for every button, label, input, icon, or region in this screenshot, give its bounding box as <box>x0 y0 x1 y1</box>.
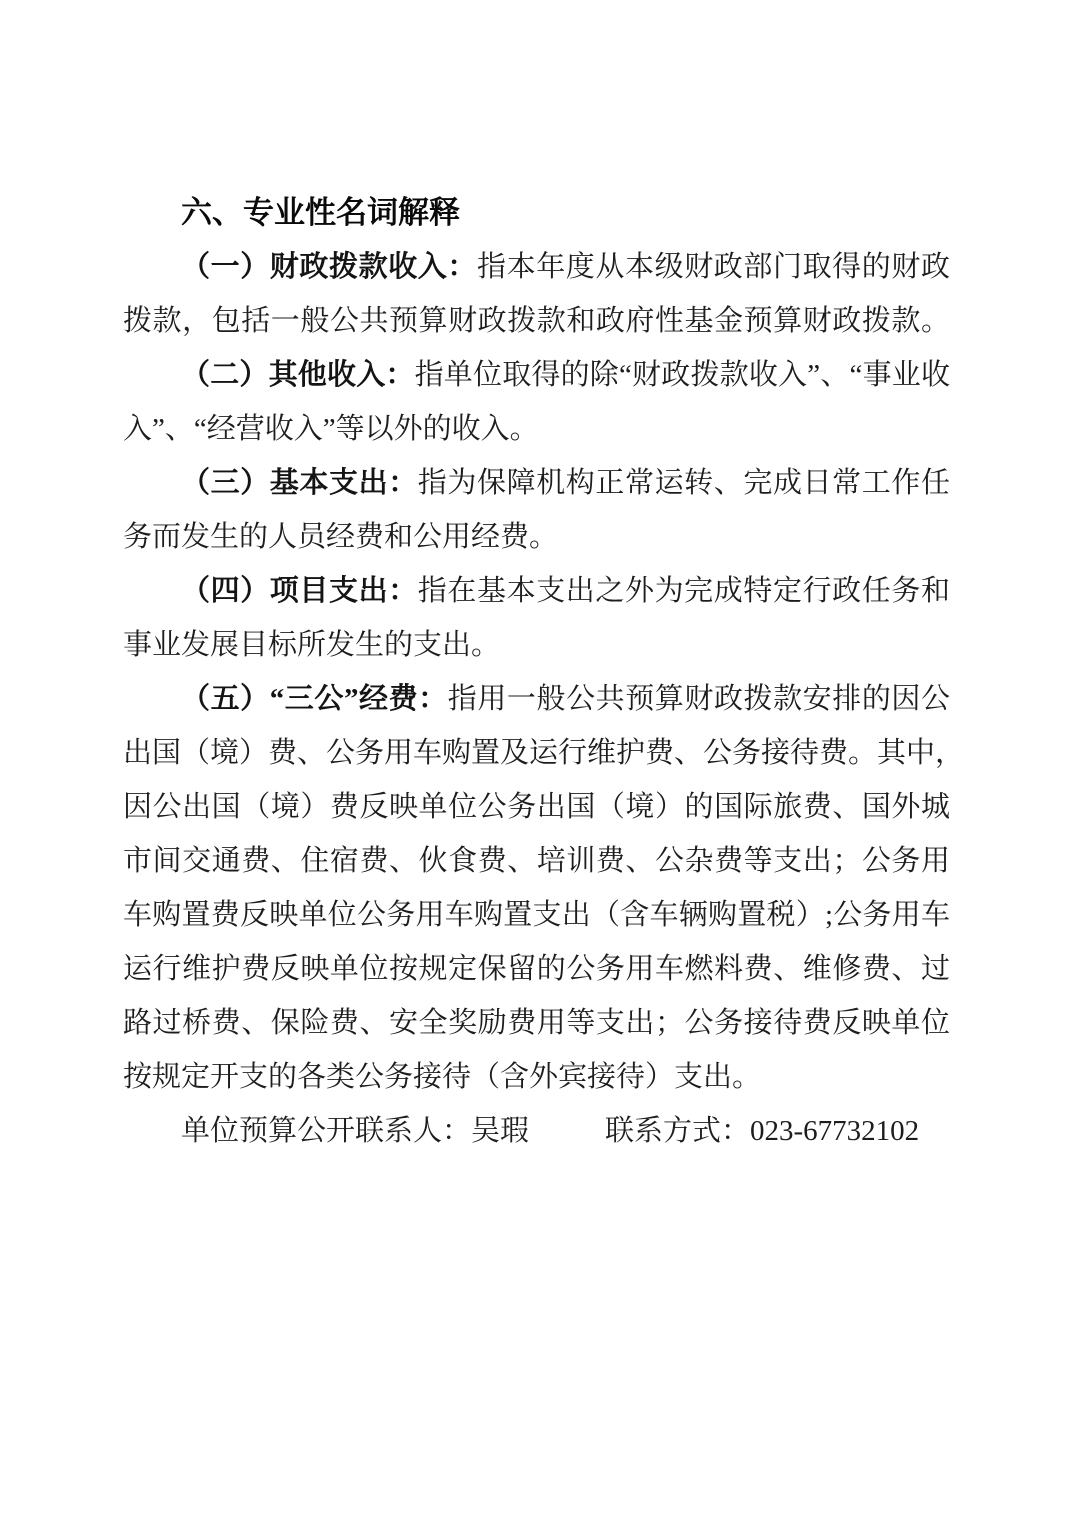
term-label: （三）基本支出： <box>181 467 418 499</box>
contact-line <box>123 1104 950 1158</box>
paragraph-line <box>123 672 950 726</box>
contact-person: 单位预算公开联系人：吴瑕 <box>181 1115 530 1147</box>
term-label: （四）项目支出： <box>181 575 418 607</box>
paragraph-line: 拨款，包括一般公共预算财政拨款和政府性基金预算财政拨款。 <box>123 305 950 337</box>
paragraph-line: 入”、“经营收入”等以外的收入。 <box>123 413 539 445</box>
paragraph-line <box>123 456 950 510</box>
paragraph-line: 出国（境）费、公务用车购置及运行维护费、公务接待费。其中， <box>123 737 965 769</box>
contact-phone: 联系方式：023-67732102 <box>605 1115 920 1147</box>
term-label: （一）财政拨款收入： <box>181 251 477 283</box>
line-text: 指本年度从本级财政部门取得的财政 <box>477 251 950 283</box>
section-heading: 六、专业性名词解释 <box>181 195 460 230</box>
document-content <box>123 186 965 1158</box>
paragraph-line: 运行维护费反映单位按规定保留的公务用车燃料费、维修费、过 <box>123 953 950 985</box>
paragraph-line <box>123 348 950 402</box>
term-label: （二）其他收入： <box>181 359 415 391</box>
paragraph-line: 按规定开支的各类公务接待（含外宾接待）支出。 <box>123 1061 762 1093</box>
paragraph-line: 市间交通费、住宿费、伙食费、培训费、公杂费等支出；公务用 <box>123 845 950 877</box>
paragraph-line <box>123 240 950 294</box>
line-text: 指在基本支出之外为完成特定行政任务和 <box>417 575 950 607</box>
paragraph-line: 车购置费反映单位公务用车购置支出（含车辆购置税）;公务用车 <box>123 899 950 931</box>
paragraph-line: 路过桥费、保险费、安全奖励费用等支出；公务接待费反映单位 <box>123 1007 950 1039</box>
term-label: （五）“三公”经费： <box>181 683 448 715</box>
line-text: 指用一般公共预算财政拨款安排的因公 <box>447 683 950 715</box>
paragraph-line: 因公出国（境）费反映单位公务出国（境）的国际旅费、国外城 <box>123 791 950 823</box>
paragraph-line <box>123 564 950 618</box>
line-text: 指为保障机构正常运转、完成日常工作任 <box>417 467 950 499</box>
paragraph-line: 务而发生的人员经费和公用经费。 <box>123 521 559 553</box>
line-text: 指单位取得的除“财政拨款收入”、“事业收 <box>414 359 950 391</box>
paragraph-line: 事业发展目标所发生的支出。 <box>123 629 501 661</box>
